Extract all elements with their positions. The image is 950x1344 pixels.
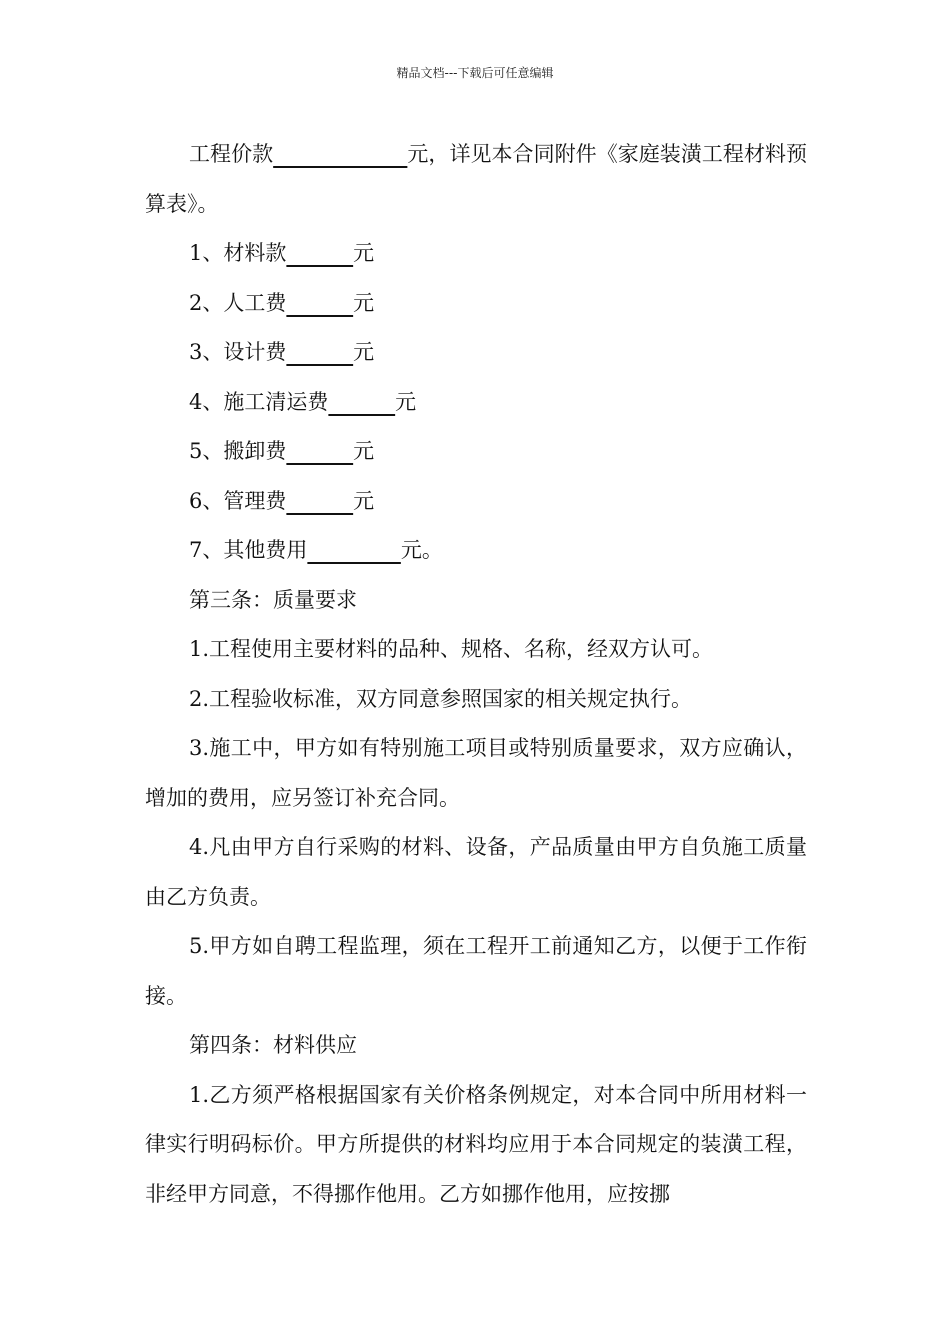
page-header: 精品文档---下载后可任意编辑 [396,66,554,80]
clause-paragraph: 5.甲方如自聘工程监理，须在工程开工前通知乙方，以便于工作衔接。 [145,934,807,1008]
section-heading-materials: 第四条：材料供应 [189,1033,357,1057]
clause-paragraph: 2.工程验收标准，双方同意参照国家的相关规定执行。 [189,686,693,711]
clause-paragraph: 3.施工中，甲方如有特别施工项目或特别质量要求，双方应确认，增加的费用，应另签订补充合同。 [145,736,807,810]
clause-paragraph: 4.凡由甲方自行采购的材料、设备，产品质量由甲方自负施工质量由乙方负责。 [145,835,807,909]
fee-item-materials: 1、材料款 元 [189,241,375,265]
fee-item-cleanup: 4、施工清运费 元 [189,389,417,414]
blank-line [273,142,407,166]
fee-item-moving: 5、搬卸费 元 [189,439,375,463]
blank-line [307,538,400,562]
fee-item-management: 6、管理费 元 [189,488,375,513]
fee-item-labor: 2、人工费 元 [189,290,375,315]
fee-item-design: 3、设计费 元 [189,340,375,364]
clause-paragraph: 1.乙方须严格根据国家有关价格条例规定，对本合同中所用材料一律实行明码标价。甲方所提供的材料均应用于本合同规定的装潢工程，非经甲方同意，不得挪作他用。乙方如挪作他用，应按挪 [145,1082,807,1206]
blank-line [286,340,353,364]
fee-item-other: 7、其他费用 元。 [189,538,443,562]
clause-paragraph: 1.工程使用主要材料的品种、规格、名称，经双方认可。 [189,637,714,661]
blank-line [286,241,353,265]
blank-line [286,291,353,315]
price-paragraph: 工程价款 元，详见本合同附件《家庭装潢工程材料预算表》。 [145,142,808,216]
section-heading-quality: 第三条：质量要求 [189,587,357,612]
document-body [145,130,807,1219]
blank-line [286,439,353,463]
blank-line [286,489,353,513]
blank-line [328,390,395,414]
